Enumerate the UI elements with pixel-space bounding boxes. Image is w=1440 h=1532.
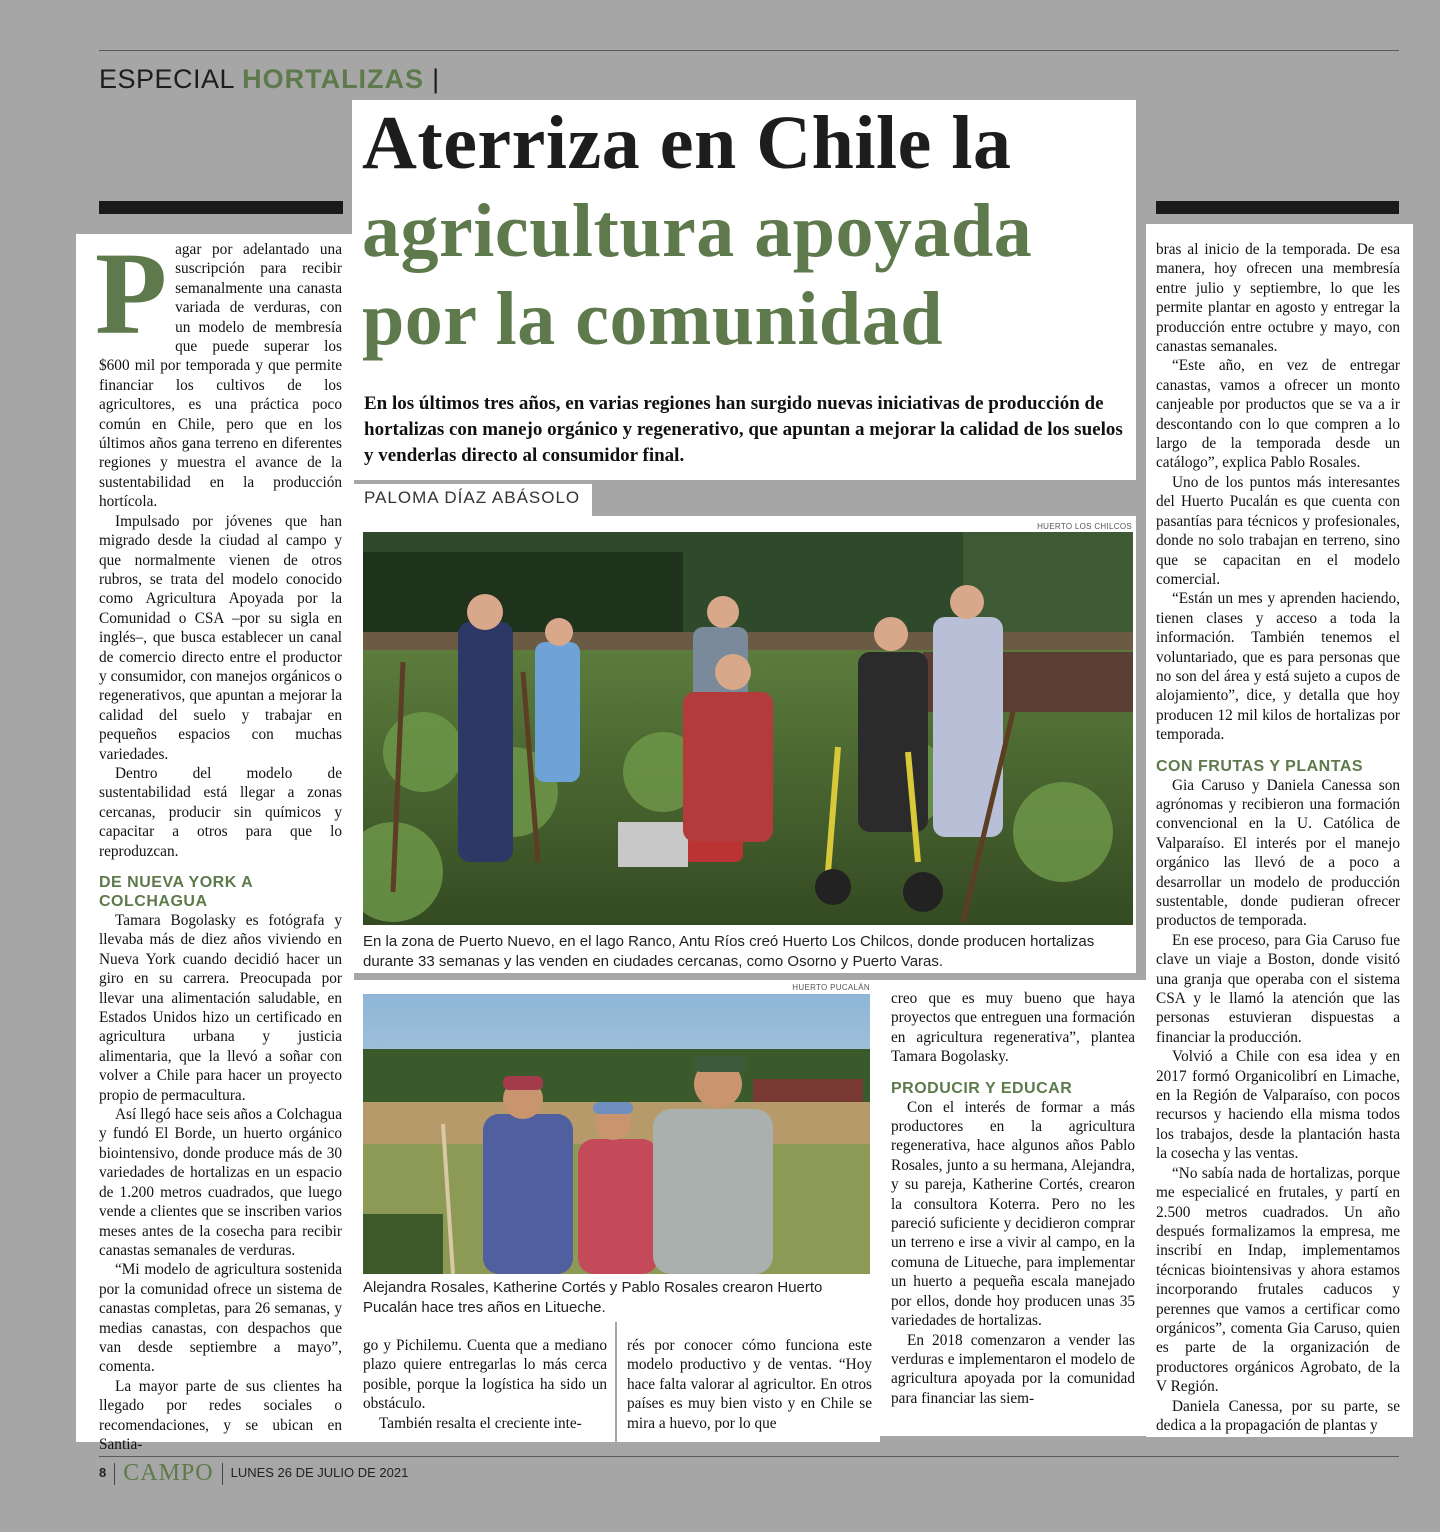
headline-line-1: Aterriza en Chile la bbox=[362, 101, 1012, 185]
photo-huerto-los-chilcos bbox=[363, 532, 1133, 925]
column-5 bbox=[1146, 224, 1413, 1437]
column-2 bbox=[352, 1322, 615, 1442]
subheading: PRODUCIR Y EDUCAR bbox=[891, 1079, 1073, 1097]
paragraph: “Están un mes y aprenden haciendo, tienen clases y acceso a toda la información. También tenemos el voluntariado, que es para personas que no son del área y está sujeto a cupos de alojamiento”, dice, y detalla que hoy producen 12 mil kilos de hortalizas por temporada. bbox=[1156, 590, 1400, 744]
paragraph: go y Pichilemu. Cuenta que a mediano plazo quiere entregarlas lo más cerca posible, porque la logística ha sido un obstáculo. bbox=[363, 1337, 607, 1413]
paragraph: Con el interés de formar a más productores en la agricultura regenerativa, hace algunos años Pablo Rosales, junto a su hermana, Alejandra, y su pareja, Katherine Cortés, crearon la consultora Koterra. Pero no les pareció suficiente y decidieron comprar un terreno e irse a vivir al campo, en la comuna de Litueche, para implementar un huerto a pequeña escala manejado por ellos, donde hoy producen unas 35 variedades de hortalizas. bbox=[891, 1098, 1135, 1330]
photo-caption: En la zona de Puerto Nuevo, en el lago Ranco, Antu Ríos creó Huerto Los Chilcos, donde producen hortalizas durante 33 semanas y las venden en ciudades cercanas, como Osorno y Puerto Varas. bbox=[363, 933, 1095, 970]
subheading: DE NUEVA YORK A COLCHAGUA bbox=[99, 874, 253, 910]
page-number: 8 bbox=[99, 1464, 107, 1480]
column-1 bbox=[76, 228, 354, 1453]
subheading: CON FRUTAS Y PLANTAS bbox=[1156, 757, 1364, 775]
paragraph: “Mi modelo de agricultura sostenida por la comunidad ofrece un sistema de canastas completas, para 26 semanas, y medias canastas, con despachos que van desde septiembre a mayo”, comenta. bbox=[99, 1261, 342, 1376]
paragraph: En 2018 comenzaron a vender las verduras e implementaron el modelo de agricultura apoyada por la comunidad para financiar las siem- bbox=[891, 1331, 1135, 1407]
footer-divider bbox=[114, 1463, 115, 1485]
section-prefix: ESPECIAL bbox=[99, 64, 235, 94]
headline-line-2: agricultura apoyada bbox=[362, 189, 1033, 273]
right-black-rule bbox=[1156, 201, 1399, 214]
paragraph: Uno de los puntos más interesantes del Huerto Pucalán es que cuenta con pasantías para técnicos y profesionales, donde no solo trabajan en terreno, sino que se capacitan en el modelo comercial. bbox=[1156, 473, 1400, 588]
paragraph: Impulsado por jóvenes que han migrado desde la ciudad al campo y que normalmente vienen de otros rubros, se trata del modelo conocido como Agricultura Apoyada por la Comunidad o CSA –por su sigla en inglés–, que busca establecer un canal de comercio directo entre el productor y consumidor, con manejos orgánicos o regenerativos, que apuntan a mejorar la calidad del suelo y trabajar en pequeños espacios con muchas variedades. bbox=[99, 512, 342, 763]
paragraph: agar por adelantado una suscripción para recibir semanalmente una canasta variada de verduras, con un modelo de membresía que puede superar los $600 mil por temporada y que permite financiar los cultivos de los agricultores, es una práctica poco común en Chile, pero que en los últimos años gana terreno en diferentes regiones y muestra el avance de la sustentabilidad en la producción hortícola. bbox=[99, 241, 342, 511]
paragraph: Gia Caruso y Daniela Canessa son agrónomas y recibieron una formación convencional en la U. Católica de Valparaíso. El interés por el manejo orgánico las llevó de a poco a desarrollar un modelo de producción sustentable, donde pudieran ofrecer productos de temporada. bbox=[1156, 776, 1400, 930]
footer-divider bbox=[222, 1463, 223, 1485]
top-rule bbox=[99, 50, 1399, 51]
paragraph: La mayor parte de sus clientes ha llegado por redes sociales o recomendaciones, y se ubican en Santia- bbox=[99, 1377, 342, 1453]
section-bar: | bbox=[432, 64, 440, 94]
footer-rule bbox=[99, 1456, 1399, 1457]
section-header bbox=[99, 64, 440, 95]
left-black-rule bbox=[99, 201, 343, 214]
column-3 bbox=[617, 1322, 880, 1442]
photo-1-block bbox=[352, 516, 1136, 973]
photo-caption: Alejandra Rosales, Katherine Cortés y Pablo Rosales crearon Huerto Pucalán hace tres años en Litueche. bbox=[363, 1279, 823, 1316]
headline-line-3: por la comunidad bbox=[362, 277, 943, 361]
issue-date: LUNES 26 DE JULIO DE 2021 bbox=[230, 1464, 409, 1480]
headline bbox=[362, 99, 1142, 363]
photo-2-block bbox=[352, 980, 880, 1322]
paragraph: Dentro del modelo de sustentabilidad está llegar a zonas cercanas, producir sin químicos y capacitar a otros para que lo reproduzcan. bbox=[99, 764, 342, 860]
paragraph: “Este año, en vez de entregar canastas, vamos a ofrecer un monto canjeable por productos que se va a ir descontando con lo que compren a lo largo de la temporada desde un catálogo”, explica Pablo Rosales. bbox=[1156, 357, 1400, 472]
paragraph: bras al inicio de la temporada. De esa manera, hoy ofrecen una membresía entre julio y septiembre, lo que les permite plantar en agosto y entregar la producción entre octubre y mayo, con canastas semanales. bbox=[1156, 241, 1400, 356]
photo-credit: HUERTO PUCALÁN bbox=[792, 983, 870, 992]
paragraph: Así llegó hace seis años a Colchagua y fundó El Borde, un huerto orgánico biointensivo, donde produce más de 30 variedades de hortalizas en un espacio de 1.200 metros cuadrados, que luego vende a clientes que se inscriben varios meses antes de la cosecha para recibir canastas semanales de verduras. bbox=[99, 1106, 342, 1259]
paragraph: Daniela Canessa, por su parte, se dedica a la propagación de plantas y bbox=[1156, 1397, 1400, 1434]
paragraph: En ese proceso, para Gia Caruso fue clave un viaje a Boston, donde visitó una granja que operaba con el sistema CSA y le llamó la atención que las personas estuvieran dispuestas a financiar la producción. bbox=[1156, 931, 1400, 1046]
page-footer bbox=[99, 1460, 408, 1487]
newspaper-name: CAMPO bbox=[123, 1460, 214, 1486]
deck: En los últimos tres años, en varias regiones han surgido nuevas iniciativas de producción de hortalizas con manejo orgánico y regenerativo, que apuntan a mejorar la calidad de los suelos y venderlas directo al consumidor final. bbox=[364, 393, 1123, 466]
paragraph: “No sabía nada de hortalizas, porque me especialicé en frutales, y partí en 2.500 metros cuadrados. Un año después formalizamos la empresa, me inscribí en Indap, implementamos técnicas biointensivas y ahora estamos incorporando frutales caducos y perennes que vamos a certificar como orgánicos”, comenta Gia Caruso, quien es parte de la organización de productores orgánicos Agrobato, de la V Región. bbox=[1156, 1164, 1400, 1396]
paragraph: Tamara Bogolasky es fotógrafa y llevaba más de diez años viviendo en Nueva York cuando decidió hacer un giro en su carrera. Preocupada por llevar una alimentación saludable, en Estados Unidos hizo un certificado en agricultura urbana y justicia alimentaria, que la llevó a soñar con volver a Chile para hacer un proyecto propio de permacultura. bbox=[99, 912, 342, 1104]
photo-credit: HUERTO LOS CHILCOS bbox=[1037, 522, 1132, 531]
paragraph: rés por conocer cómo funciona este modelo productivo y de ventas. “Hoy hace falta valorar al agricultor. En otros países es muy bien visto y en Chile se mira a huevo, por lo que bbox=[627, 1337, 872, 1432]
paragraph: Volvió a Chile con esa idea y en 2017 formó Organicolibrí en Limache, en la Región de Valparaíso, con pocos recursos y haciendo ella misma todos los trabajos, desde la plantación hasta la cosecha y las ventas. bbox=[1156, 1048, 1400, 1163]
paragraph: También resalta el creciente inte- bbox=[379, 1414, 582, 1432]
photo-huerto-pucalan bbox=[363, 994, 870, 1274]
byline-text: PALOMA DÍAZ ABÁSOLO bbox=[364, 488, 581, 507]
byline bbox=[352, 484, 592, 516]
section-name: HORTALIZAS bbox=[242, 64, 425, 94]
drop-cap: P bbox=[95, 228, 168, 359]
paragraph: creo que es muy bueno que haya proyectos que entreguen una formación en agricultura regenerativa”, plantea Tamara Bogolasky. bbox=[891, 990, 1135, 1066]
column-4 bbox=[880, 980, 1146, 1436]
